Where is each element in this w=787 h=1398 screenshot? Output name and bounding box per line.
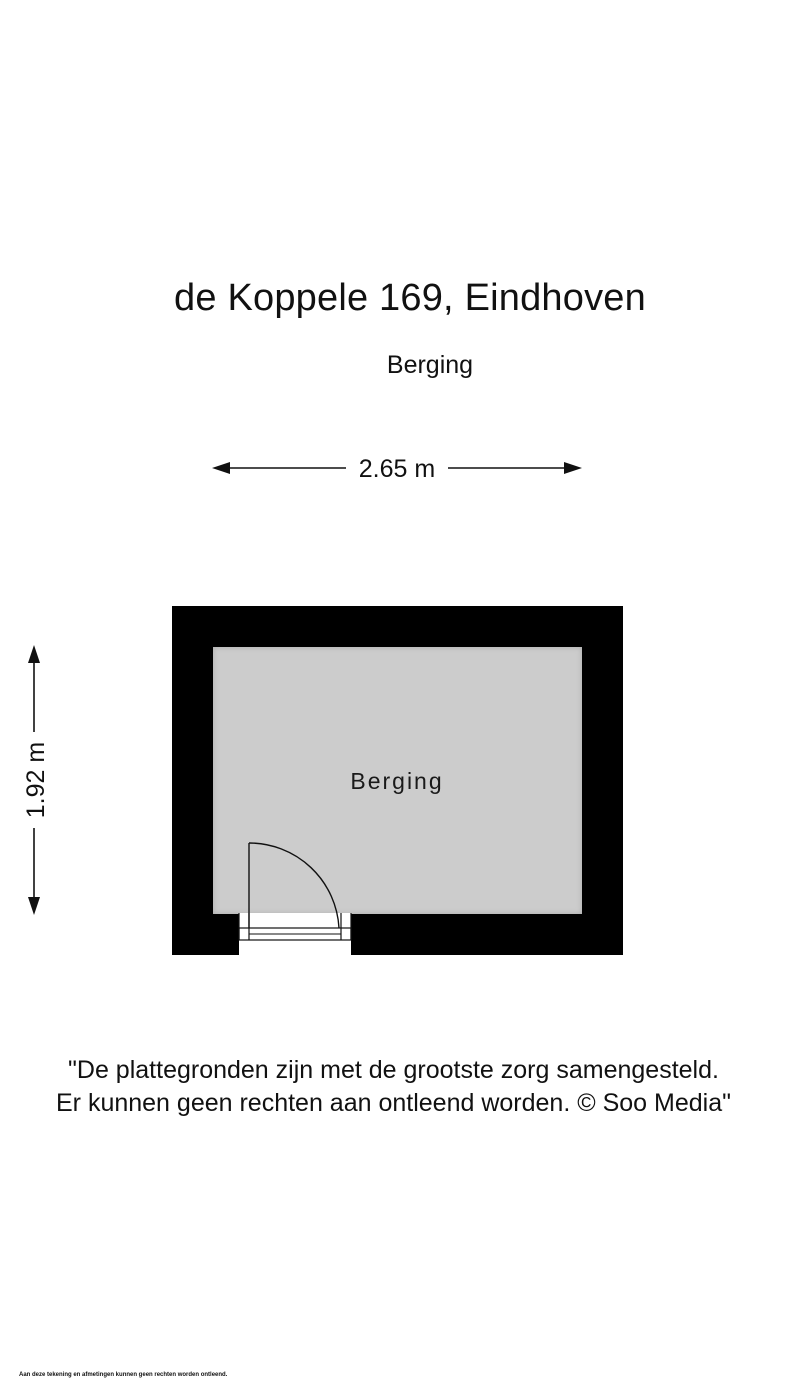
height-dimension	[22, 645, 50, 915]
disclaimer-line-1: "De plattegronden zijn met de grootste zorg samengesteld.	[68, 1056, 719, 1084]
height-arrow-bottom-icon	[28, 897, 40, 915]
width-dimension	[212, 455, 582, 483]
height-arrow-top-icon	[28, 645, 40, 663]
plan-title: de Koppele 169, Eindhoven	[174, 277, 646, 319]
disclaimer	[0, 1054, 787, 1120]
door-opening	[239, 913, 351, 956]
disclaimer-line-2: Er kunnen geen rechten aan ontleend worden. © Soo Media"	[56, 1089, 731, 1117]
width-arrow-right-icon	[564, 462, 582, 474]
width-label: 2.65 m	[358, 455, 436, 483]
plan-subtitle: Berging	[386, 351, 474, 379]
footnote: Aan deze tekening en afmetingen kunnen geen rechten worden ontleend.	[19, 1372, 228, 1378]
room-label: Berging	[350, 768, 444, 794]
height-label: 1.92 m	[22, 741, 50, 819]
width-arrow-left-icon	[212, 462, 230, 474]
